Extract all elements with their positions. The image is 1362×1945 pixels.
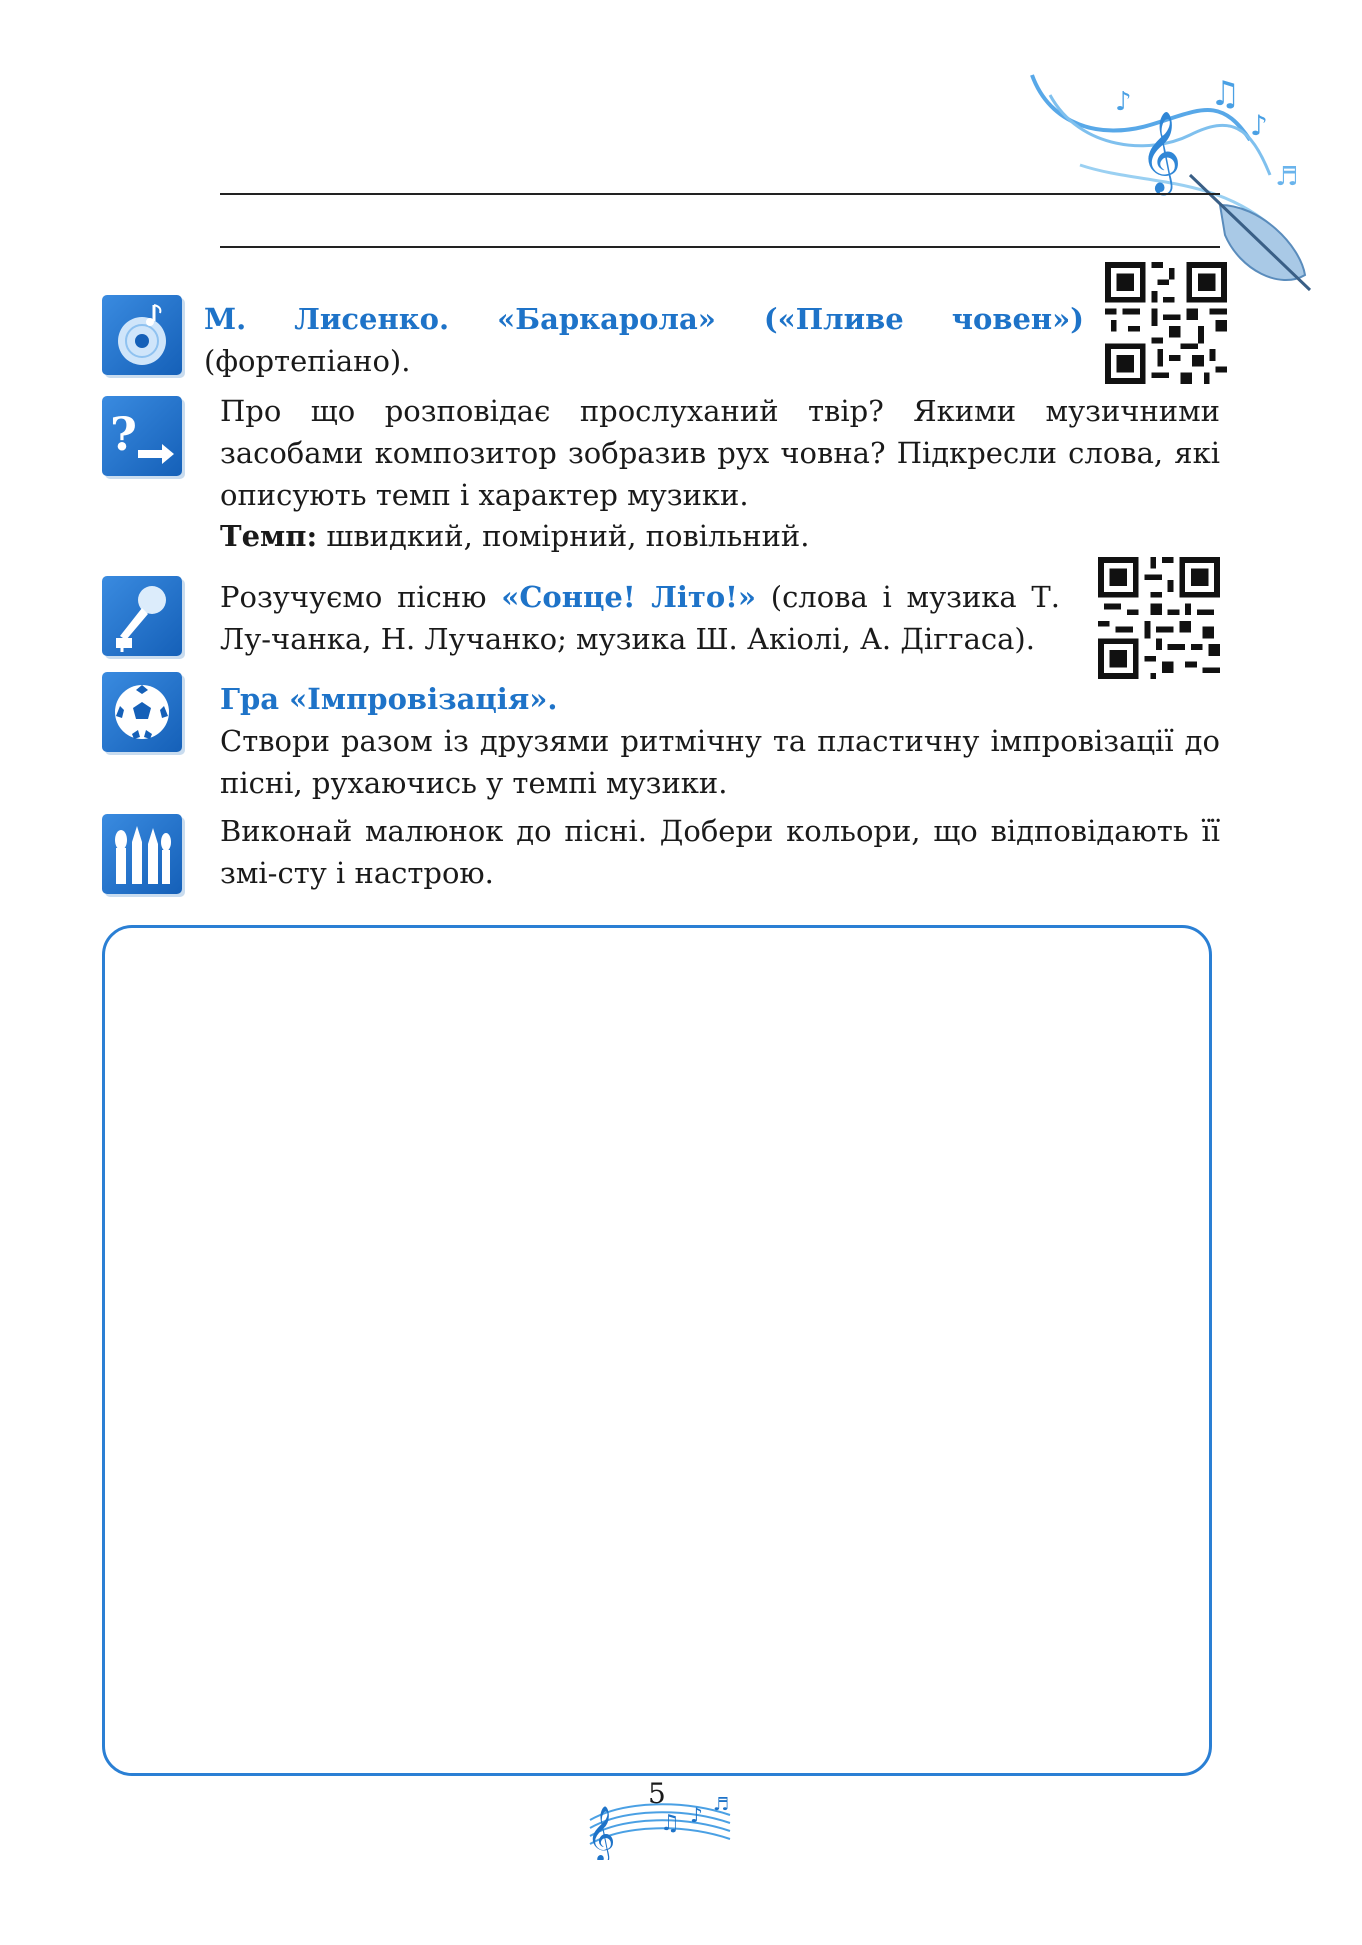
svg-text:♬: ♬ xyxy=(713,1794,730,1815)
tempo-label: Темп: xyxy=(220,519,318,553)
question-arrow-icon xyxy=(102,396,182,476)
sing-text xyxy=(220,576,1060,660)
microphone-icon xyxy=(102,576,182,656)
page-number: 5 xyxy=(648,1777,666,1810)
svg-text:𝄞: 𝄞 xyxy=(1140,110,1182,192)
listen-suffix: (фортепіано). xyxy=(204,344,411,378)
svg-text:♬: ♬ xyxy=(1275,162,1299,192)
tempo-values[interactable]: швидкий, помірний, повільний. xyxy=(317,519,810,553)
svg-text:♪: ♪ xyxy=(1115,87,1132,117)
answer-line[interactable] xyxy=(220,193,1220,195)
listen-title: М. Лисенко. «Баркарола» («Пливе човен») xyxy=(204,302,1084,336)
music-notes-violin-icon xyxy=(1020,55,1320,295)
cd-music-icon xyxy=(102,295,182,375)
draw-text: Виконай малюнок до пісні. Добери кольори, що відповідають її змі-сту і настрою. xyxy=(220,814,1220,890)
sing-song-title: «Сонце! Літо!» xyxy=(501,580,757,614)
qr-code-icon[interactable] xyxy=(1105,262,1227,384)
svg-text:?: ? xyxy=(110,407,137,461)
answer-line[interactable] xyxy=(220,246,1220,248)
game-text: Створи разом із друзями ритмічну та пластичну імпровізації до пісні, рухаючись у темпі музики. xyxy=(220,724,1220,800)
listen-text xyxy=(204,298,1084,382)
soccer-ball-icon xyxy=(102,672,182,752)
tempo-line xyxy=(220,515,1220,557)
question-text: Про що розповідає прослуханий твір? Якими музичними засобами композитор зобразив рух човна? Підкресли слова, які описують темп і характер музики. xyxy=(220,394,1220,512)
svg-text:♪: ♪ xyxy=(690,1803,703,1827)
brushes-pencils-icon xyxy=(102,814,182,894)
drawing-area[interactable] xyxy=(102,925,1212,1776)
game-title: Гра «Імпровізація». xyxy=(220,682,558,716)
sing-suffix: (слова і музика Т. Лу-чанка, Н. Лучанко; музика Ш. Акіолі, А. Діггаса). xyxy=(220,580,1060,656)
svg-text:♫: ♫ xyxy=(660,1811,680,1836)
svg-text:♪: ♪ xyxy=(1250,109,1268,142)
svg-text:♫: ♫ xyxy=(1210,74,1241,114)
svg-text:𝄞: 𝄞 xyxy=(587,1806,616,1860)
qr-code-icon[interactable] xyxy=(1098,557,1220,679)
sing-prefix: Розучуємо пісню xyxy=(220,580,502,614)
